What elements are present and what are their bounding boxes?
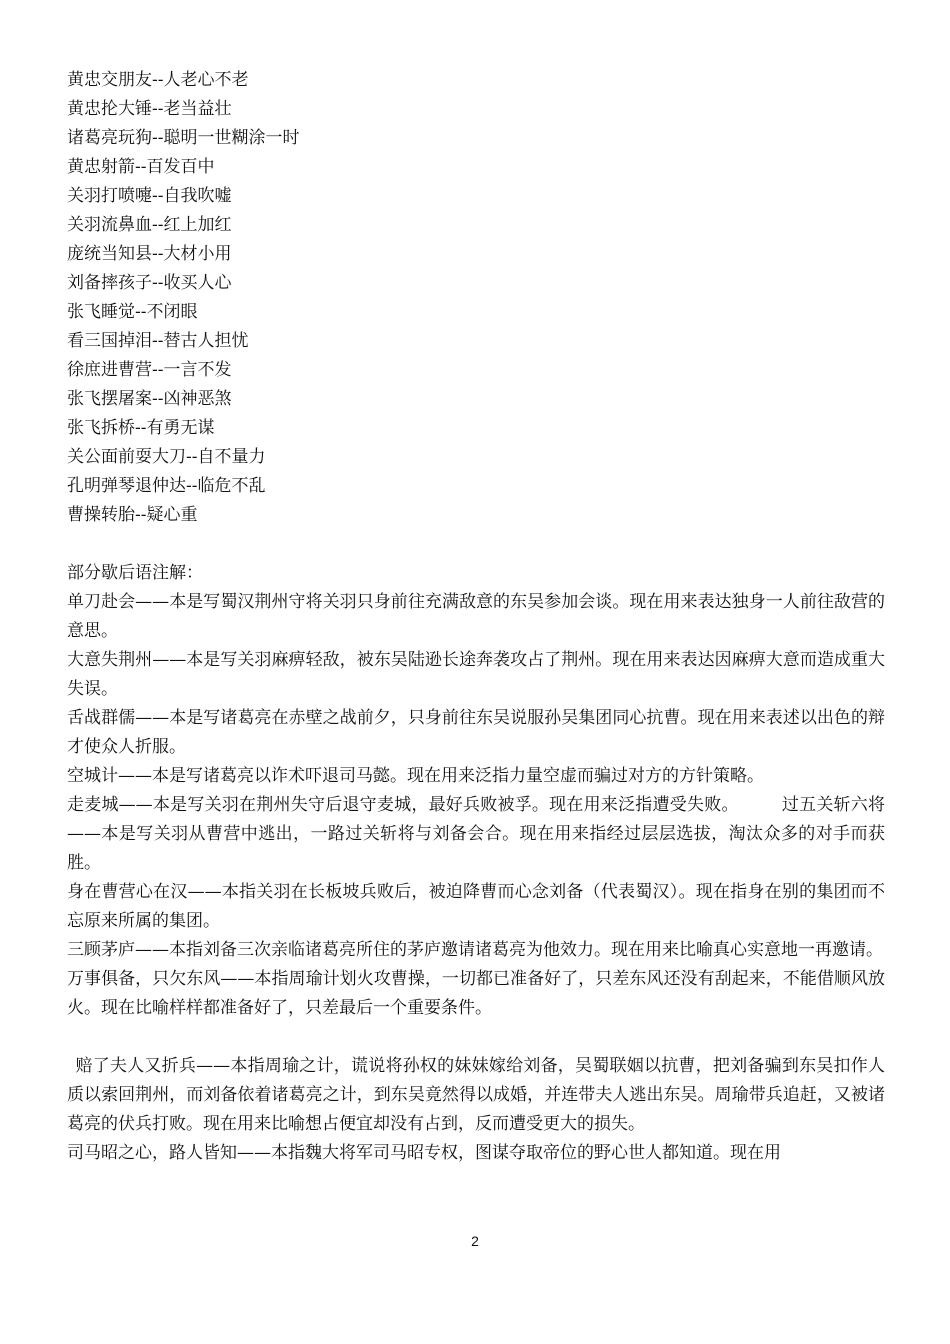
- note-paragraph: 万事俱备，只欠东风——本指周瑜计划火攻曹操，一切都已准备好了，只差东风还没有刮起来，不能借顺风放火。现在比喻样样都准备好了，只差最后一个重要条件。: [67, 969, 885, 1018]
- note-paragraph: 走麦城——本是写关羽在荆州失守后退守麦城，最好兵败被孚。现在用来泛指遭受失败。 过五关斩六将——本是写关羽从曹营中逃出，一路过关斩将与刘备会合。现在用来指经过层层选拔，淘汰众多的对手而获胜。: [67, 795, 885, 873]
- idiom-line: 关羽流鼻血--红上加红: [67, 215, 232, 235]
- idiom-line: 关公面前耍大刀--自不量力: [67, 447, 266, 467]
- idiom-line: 诸葛亮玩狗--聪明一世糊涂一时: [67, 128, 300, 148]
- note-paragraph: 赔了夫人又折兵——本指周瑜之计，谎说将孙权的妹妹嫁给刘备，吴蜀联姻以抗曹，把刘备骗到东吴扣作人质以索回荆州，而刘备依着诸葛亮之计，到东吴竟然得以成婚，并连带夫人逃出东吴。周瑜带兵追赶，又被诸葛亮的伏兵打败。现在用来比喻想占便宜却没有占到，反而遭受更大的损失。: [67, 1056, 885, 1134]
- idiom-line: 刘备摔孩子--收买人心: [67, 273, 232, 293]
- note-paragraph: 空城计——本是写诸葛亮以诈术吓退司马懿。现在用来泛指力量空虚而骗过对方的方针策略。: [67, 766, 764, 786]
- notes-heading: 部分歇后语注解：: [67, 563, 203, 583]
- idiom-line: 黄忠射箭--百发百中: [67, 157, 215, 177]
- note-paragraph: 单刀赴会——本是写蜀汉荆州守将关羽只身前往充满敌意的东吴参加会谈。现在用来表达独身一人前往敌营的意思。: [67, 592, 885, 641]
- idiom-list: [67, 66, 885, 530]
- page-number: 2: [471, 1233, 479, 1249]
- document-page: [67, 66, 885, 1168]
- blank-line: [67, 530, 885, 559]
- idiom-line: 关羽打喷嚏--自我吹嘘: [67, 186, 232, 206]
- note-paragraph: 舌战群儒——本是写诸葛亮在赤壁之战前夕，只身前往东吴说服孙吴集团同心抗曹。现在用来表述以出色的辩才使众人折服。: [67, 708, 885, 757]
- idiom-line: 黄忠交朋友--人老心不老: [67, 70, 249, 90]
- idiom-line: 曹操转胎--疑心重: [67, 505, 198, 525]
- note-paragraph: 司马昭之心，路人皆知——本指魏大将军司马昭专权，图谋夺取帝位的野心世人都知道。现在用: [67, 1143, 781, 1163]
- blank-line: [67, 1023, 885, 1052]
- idiom-line: 看三国掉泪--替古人担忧: [67, 331, 249, 351]
- idiom-line: 徐庶进曹营--一言不发: [67, 360, 232, 380]
- note-paragraph: 大意失荆州——本是写关羽麻痹轻敌，被东吴陆逊长途奔袭攻占了荆州。现在用来表达因麻痹大意而造成重大失误。: [67, 650, 885, 699]
- notes-section: [67, 588, 885, 1023]
- idiom-line: 黄忠抡大锤--老当益壮: [67, 99, 232, 119]
- idiom-line: 庞统当知县--大材小用: [67, 244, 232, 264]
- note-paragraph: 身在曹营心在汉——本指关羽在长板坡兵败后，被迫降曹而心念刘备（代表蜀汉）。现在指身在别的集团而不忘原来所属的集团。: [67, 882, 885, 931]
- idiom-line: 张飞拆桥--有勇无谋: [67, 418, 215, 438]
- idiom-line: 张飞睡觉--不闭眼: [67, 302, 198, 322]
- notes-extra-section: [67, 1052, 885, 1168]
- note-paragraph: 三顾茅庐——本指刘备三次亲临诸葛亮所住的茅庐邀请诸葛亮为他效力。现在用来比喻真心实意地一再邀请。: [67, 940, 883, 960]
- idiom-line: 张飞摆屠案--凶神恶煞: [67, 389, 232, 409]
- idiom-line: 孔明弹琴退仲达--临危不乱: [67, 476, 266, 496]
